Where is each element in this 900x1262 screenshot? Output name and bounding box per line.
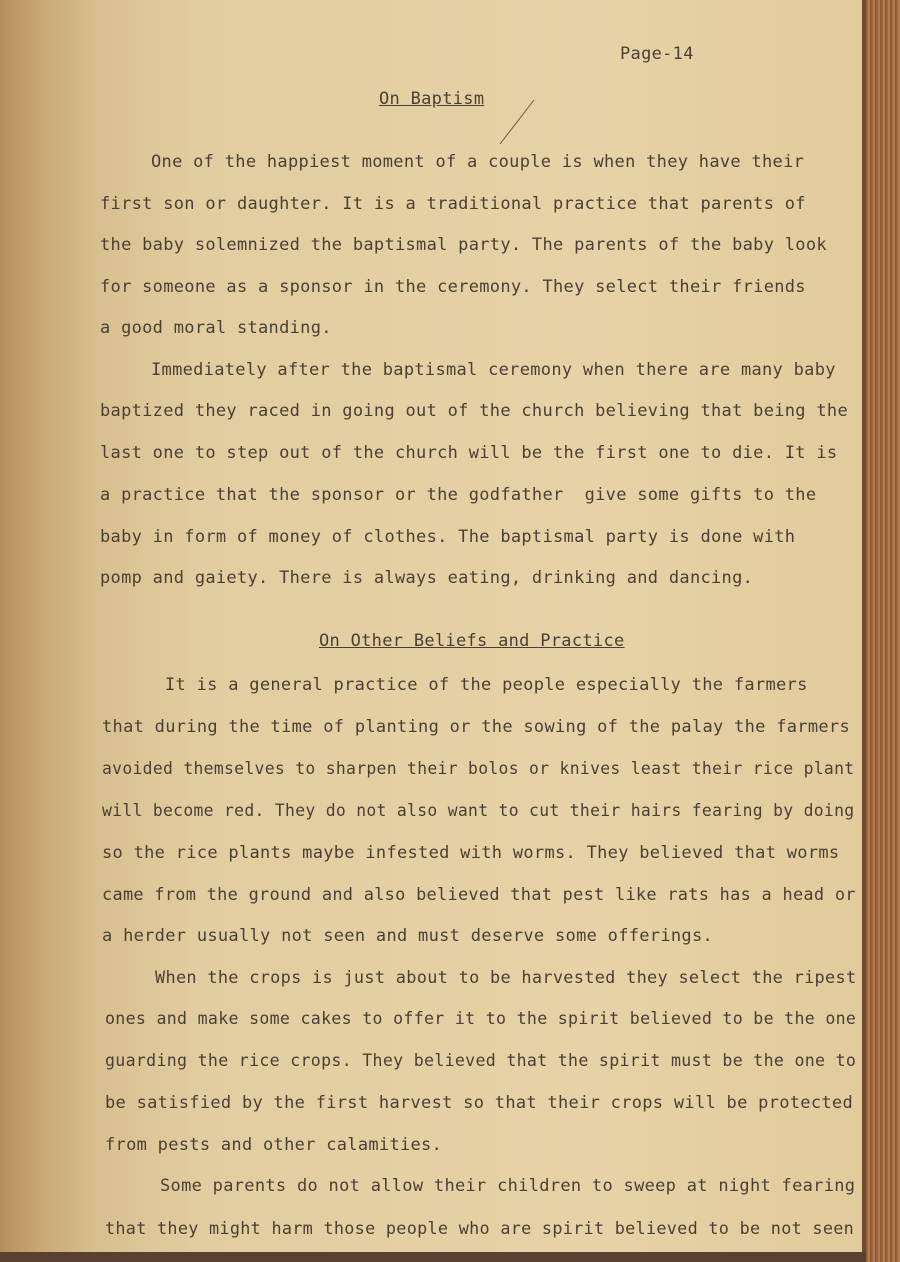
- paragraph-line: Immediately after the baptismal ceremony when there are many baby: [151, 360, 836, 380]
- paragraph-line: last one to step out of the church will be the first one to die. It is: [100, 443, 838, 463]
- paragraph-line: One of the happiest moment of a couple is when they have their: [151, 152, 805, 172]
- paragraph-line: from pests and other calamities.: [105, 1135, 443, 1155]
- paragraph-line: be satisfied by the first harvest so that their crops will be protected: [105, 1093, 853, 1113]
- paragraph-line: When the crops is just about to be harvested they select the ripest: [155, 967, 857, 987]
- paragraph-line: that during the time of planting or the sowing of the palay the farmers: [102, 717, 850, 737]
- paragraph-line: came from the ground and also believed that pest like rats has a head or: [102, 884, 856, 904]
- paragraph-line: a practice that the sponsor or the godfather give some gifts to the: [100, 485, 817, 505]
- paragraph-line: guarding the rice crops. They believed that the spirit must be the one to: [105, 1051, 857, 1070]
- book-binding: [866, 0, 900, 1262]
- paragraph-line: first son or daughter. It is a traditional practice that parents of: [100, 194, 806, 214]
- section-heading-baptism: On Baptism: [379, 89, 485, 109]
- paragraph-line: It is a general practice of the people especially the farmers: [165, 675, 808, 695]
- section-heading-other-beliefs: On Other Beliefs and Practice: [319, 631, 625, 651]
- paragraph-line: Some parents do not allow their children to sweep at night fearing: [160, 1176, 856, 1196]
- paragraph-line: baptized they raced in going out of the church believing that being the: [100, 401, 848, 421]
- paragraph-line: a herder usually not seen and must deserve some offerings.: [102, 926, 714, 946]
- paragraph-line: the baby solemnized the baptismal party. The parents of the baby look: [100, 235, 827, 255]
- paragraph-line: pomp and gaiety. There is always eating, drinking and dancing.: [100, 568, 754, 588]
- paragraph-line: that they might harm those people who are spirit believed to be not seen: [105, 1218, 855, 1238]
- paragraph-line: ones and make some cakes to offer it to the spirit believed to be the one: [105, 1009, 857, 1028]
- paragraph-line: baby in form of money of clothes. The baptismal party is done with: [100, 527, 796, 547]
- page-number: Page-14: [620, 44, 694, 64]
- paragraph-line: for someone as a sponsor in the ceremony. They select their friends: [100, 277, 806, 297]
- pencil-mark-icon: [498, 96, 538, 146]
- paragraph-line: a good moral standing.: [100, 318, 332, 338]
- paragraph-line: avoided themselves to sharpen their bolos or knives least their rice plant: [102, 759, 855, 778]
- paragraph-line: so the rice plants maybe infested with worms. They believed that worms: [102, 843, 840, 863]
- paragraph-line: will become red. They do not also want to cut their hairs fearing by doing: [102, 801, 855, 820]
